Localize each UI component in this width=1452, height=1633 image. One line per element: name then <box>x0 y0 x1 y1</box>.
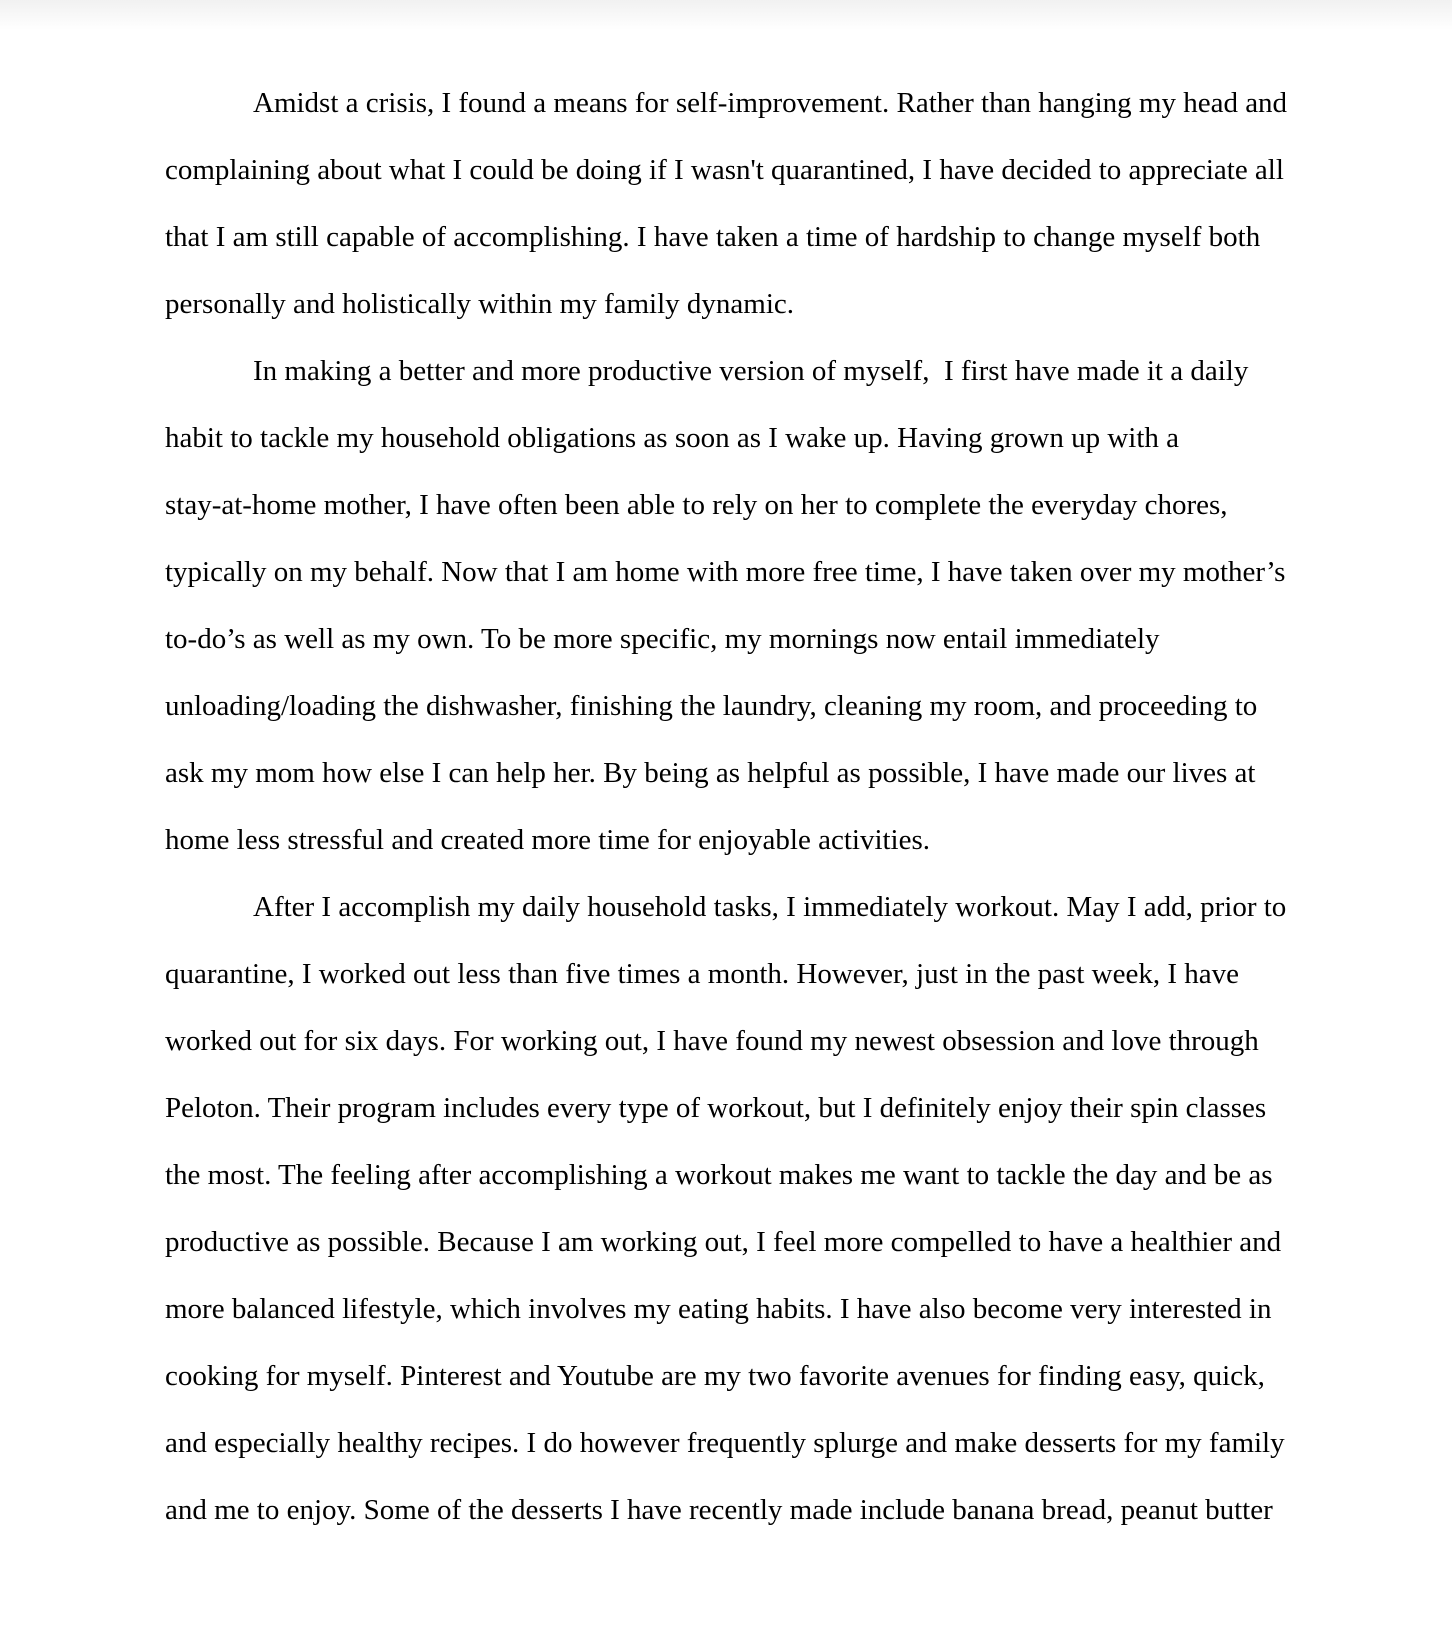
text-line: that I am still capable of accomplishing. I have taken a time of hardship to change myself both <box>165 221 1261 253</box>
text-line: Amidst a crisis, I found a means for self-improvement. Rather than hanging my head and <box>253 87 1288 119</box>
text-line: more balanced lifestyle, which involves my eating habits. I have also become very interested in <box>165 1293 1272 1325</box>
text-line: quarantine, I worked out less than five times a month. However, just in the past week, I have <box>165 958 1239 990</box>
text-line: Peloton. Their program includes every type of workout, but I definitely enjoy their spin classes <box>165 1092 1267 1124</box>
document-body <box>165 70 1305 1544</box>
text-line: cooking for myself. Pinterest and Youtube are my two favorite avenues for finding easy, quick, <box>165 1360 1265 1392</box>
text-line: and me to enjoy. Some of the desserts I have recently made include banana bread, peanut butter <box>165 1494 1273 1526</box>
text-line: personally and holistically within my family dynamic. <box>165 288 795 320</box>
text-line: to-do’s as well as my own. To be more specific, my mornings now entail immediately <box>165 623 1160 655</box>
text-line: stay-at-home mother, I have often been able to rely on her to complete the everyday chores, <box>165 489 1228 521</box>
page-top-shadow <box>0 0 1452 30</box>
text-line: home less stressful and created more time for enjoyable activities. <box>165 824 931 856</box>
paragraph <box>165 338 1305 874</box>
text-line: habit to tackle my household obligations as soon as I wake up. Having grown up with a <box>165 422 1180 454</box>
paragraph <box>165 874 1305 1544</box>
paragraph <box>165 70 1305 338</box>
text-line: unloading/loading the dishwasher, finishing the laundry, cleaning my room, and proceeding to <box>165 690 1258 722</box>
text-line: productive as possible. Because I am working out, I feel more compelled to have a healthier and <box>165 1226 1282 1258</box>
text-line: ask my mom how else I can help her. By being as helpful as possible, I have made our lives at <box>165 757 1256 789</box>
text-line: complaining about what I could be doing if I wasn't quarantined, I have decided to appreciate all <box>165 154 1284 186</box>
text-line: typically on my behalf. Now that I am home with more free time, I have taken over my mother’s <box>165 556 1286 588</box>
text-line: the most. The feeling after accomplishing a workout makes me want to tackle the day and be as <box>165 1159 1273 1191</box>
text-line: In making a better and more productive version of myself, I first have made it a daily <box>253 355 1249 387</box>
text-line: and especially healthy recipes. I do however frequently splurge and make desserts for my family <box>165 1427 1285 1459</box>
text-line: worked out for six days. For working out, I have found my newest obsession and love through <box>165 1025 1259 1057</box>
text-line: After I accomplish my daily household tasks, I immediately workout. May I add, prior to <box>253 891 1287 923</box>
